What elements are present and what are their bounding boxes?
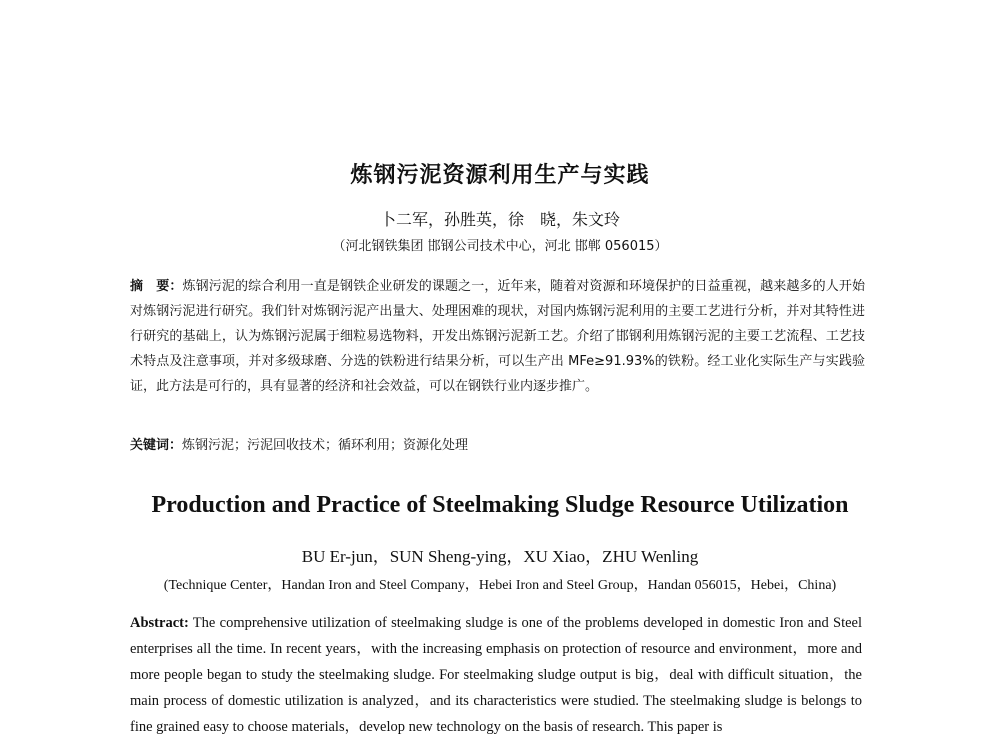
chinese-affiliation: （河北钢铁集团 邯钢公司技术中心，河北 邯郸 056015） — [332, 239, 668, 254]
chinese-keywords-text: 炼钢污泥；污泥回收技术；循环利用；资源化处理 — [182, 438, 469, 453]
chinese-abstract — [130, 274, 865, 399]
english-abstract-text: The comprehensive utilization of steelmaking sludge is one of the problems developed in domestic Iron and Steel enterprises all the time. In recent years，with the increasing emphasis on protection of resource and environment，more and more people began to study the steelmaking sludge. For steelmaking sludge output is big，deal with difficult situation，the main process of domestic utilization is analyzed，and its characteristics were studied. The steelmaking sludge is belongs to fine grained easy to choose materials，develop new technology on the basis of research. This paper is — [130, 615, 862, 735]
english-abstract — [130, 610, 862, 740]
chinese-abstract-text: 炼钢污泥的综合利用一直是钢铁企业研发的课题之一，近年来，随着对资源和环境保护的日益重视，越来越多的人开始对炼钢污泥进行研究。我们针对炼钢污泥产出量大、处理困难的现状，对国内炼钢污泥利用的主要工艺进行分析，并对其特性进行研究的基础上，认为炼钢污泥属于细粒易选物料，开发出炼钢污泥新工艺。介绍了邯钢利用炼钢污泥的主要工艺流程、工艺技术特点及注意事项，并对多级球磨、分选的铁粉进行结果分析，可以生产出 MFe≥91.93%的铁粉。经工业化实际生产与实践验证，此方法是可行的，具有显著的经济和社会效益，可以在钢铁行业内逐步推广。 — [130, 279, 865, 394]
chinese-keywords-label: 关键词： — [130, 438, 183, 453]
english-abstract-label: Abstract: — [130, 615, 189, 631]
chinese-abstract-label: 摘 要： — [130, 279, 183, 294]
english-affiliation: (Technique Center，Handan Iron and Steel Company，Hebei Iron and Steel Group，Handan 056015，Hebei，China) — [163, 578, 837, 593]
chinese-keywords — [130, 433, 865, 458]
chinese-authors: 卜二军，孙胜英，徐 晓，朱文玲 — [379, 210, 620, 229]
english-title: Production and Practice of Steelmaking Sludge Resource Utilization — [151, 492, 849, 518]
chinese-title: 炼钢污泥资源利用生产与实践 — [350, 163, 650, 188]
english-authors: BU Er-jun，SUN Sheng-ying，XU Xiao，ZHU Wenling — [301, 547, 699, 566]
